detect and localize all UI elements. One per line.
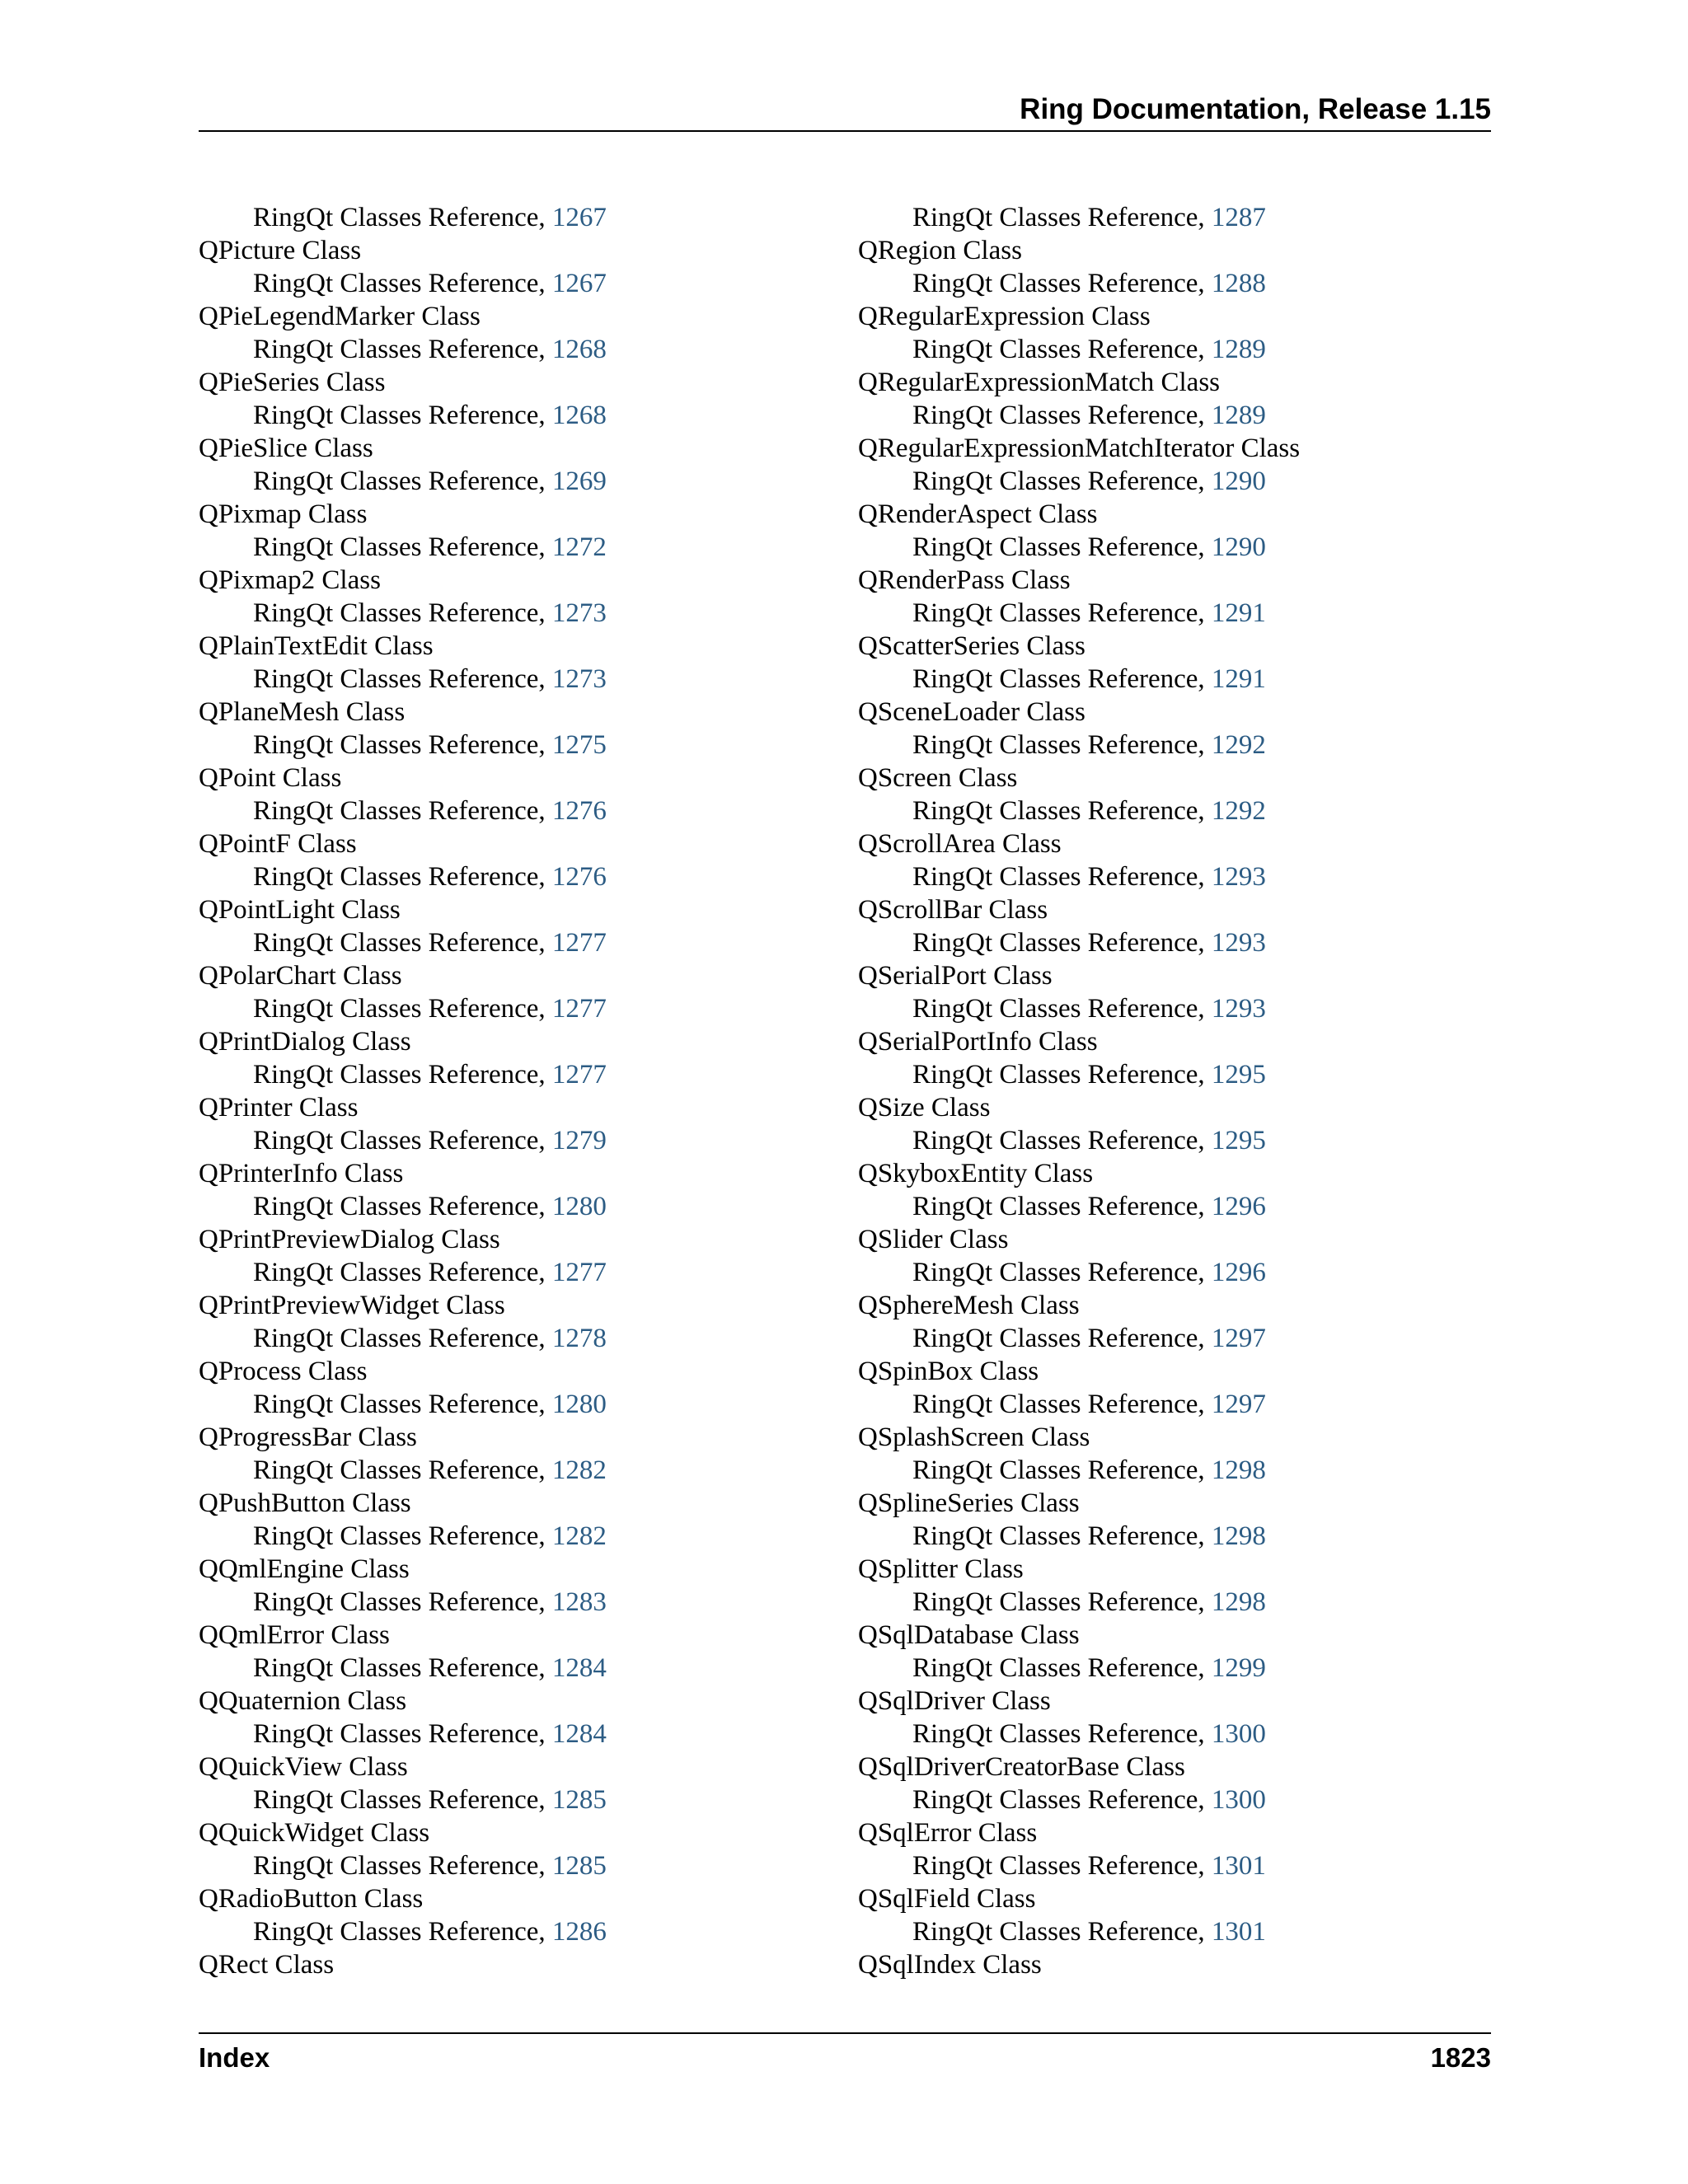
page-number-link[interactable]: 1277	[551, 1060, 607, 1090]
reference-label: RingQt Classes Reference,	[912, 1192, 1212, 1221]
index-entry: QRegularExpressionMatch Class	[858, 368, 1221, 397]
reference-label: RingQt Classes Reference,	[253, 1455, 552, 1485]
index-entry: QRect Class	[199, 1950, 335, 1980]
reference-label: RingQt Classes Reference,	[912, 1324, 1212, 1353]
index-entry: QPrintDialog Class	[199, 1027, 411, 1057]
index-reference	[199, 1256, 842, 1289]
index-entry: QPrintPreviewDialog Class	[199, 1225, 500, 1254]
index-reference	[858, 992, 1501, 1025]
index-reference	[199, 1849, 842, 1882]
page-number-link[interactable]: 1298	[1211, 1587, 1266, 1617]
reference-label: RingQt Classes Reference,	[253, 730, 552, 760]
reference-label: RingQt Classes Reference,	[912, 994, 1212, 1024]
page-number-link[interactable]: 1291	[1211, 664, 1266, 694]
reference-label: RingQt Classes Reference,	[912, 1060, 1212, 1090]
index-reference	[858, 1915, 1501, 1948]
index-reference	[858, 663, 1501, 696]
reference-label: RingQt Classes Reference,	[912, 730, 1212, 760]
index-reference	[858, 201, 1501, 234]
page-number-link[interactable]: 1295	[1211, 1060, 1266, 1090]
index-reference	[858, 860, 1501, 893]
reference-label: RingQt Classes Reference,	[912, 796, 1212, 826]
reference-label: RingQt Classes Reference,	[253, 796, 552, 826]
reference-label: RingQt Classes Reference,	[253, 203, 552, 232]
reference-label: RingQt Classes Reference,	[912, 269, 1212, 298]
index-reference	[199, 465, 842, 498]
index-entry: QQuaternion Class	[199, 1686, 407, 1716]
index-entry: QPointF Class	[199, 829, 357, 859]
reference-label: RingQt Classes Reference,	[912, 598, 1212, 628]
index-entry: QSphereMesh Class	[858, 1291, 1080, 1320]
index-entry: QProcess Class	[199, 1357, 368, 1386]
index-entry: QQmlError Class	[199, 1620, 390, 1650]
footer-rule	[199, 2032, 1491, 2034]
index-reference	[858, 1849, 1501, 1882]
page-number-link[interactable]: 1291	[1211, 598, 1266, 628]
index-entry: QQuickView Class	[199, 1752, 408, 1782]
index-reference	[199, 1124, 842, 1157]
page-number-link[interactable]: 1269	[551, 466, 607, 496]
reference-label: RingQt Classes Reference,	[253, 466, 552, 496]
index-entry: QRadioButton Class	[199, 1884, 424, 1914]
reference-label: RingQt Classes Reference,	[253, 1785, 552, 1815]
index-reference	[858, 1586, 1501, 1619]
index-reference	[199, 1915, 842, 1948]
index-entry: QPieSlice Class	[199, 434, 373, 463]
index-entry: QScrollArea Class	[858, 829, 1062, 859]
index-entry: QSqlDriverCreatorBase Class	[858, 1752, 1185, 1782]
index-entry: QSqlDriver Class	[858, 1686, 1051, 1716]
page-number-link[interactable]: 1282	[551, 1521, 607, 1551]
index-entry: QProgressBar Class	[199, 1422, 417, 1452]
index-reference	[199, 794, 842, 827]
page-number-link[interactable]: 1280	[551, 1192, 607, 1221]
reference-label: RingQt Classes Reference,	[912, 532, 1212, 562]
reference-label: RingQt Classes Reference,	[912, 466, 1212, 496]
page-number-link[interactable]: 1292	[1211, 796, 1266, 826]
index-entry: QPicture Class	[199, 236, 362, 265]
index-entry: QRegularExpression Class	[858, 302, 1151, 331]
index-entry: QRenderAspect Class	[858, 499, 1098, 529]
index-entry: QSize Class	[858, 1093, 991, 1122]
index-reference	[858, 1058, 1501, 1091]
page-number-link[interactable]: 1276	[551, 796, 607, 826]
page-number-link[interactable]: 1301	[1211, 1851, 1266, 1881]
page-number-link[interactable]: 1298	[1211, 1521, 1266, 1551]
index-entry: QSceneLoader Class	[858, 697, 1085, 727]
index-reference	[199, 1454, 842, 1487]
index-reference	[858, 1388, 1501, 1421]
page-number-link[interactable]: 1277	[551, 928, 607, 958]
reference-label: RingQt Classes Reference,	[912, 1521, 1212, 1551]
index-entry: QScrollBar Class	[858, 895, 1048, 925]
reference-label: RingQt Classes Reference,	[912, 335, 1212, 364]
reference-label: RingQt Classes Reference,	[912, 928, 1212, 958]
reference-label: RingQt Classes Reference,	[253, 994, 552, 1024]
index-entry: QSqlField Class	[858, 1884, 1036, 1914]
page-number-link[interactable]: 1267	[551, 269, 607, 298]
reference-label: RingQt Classes Reference,	[253, 664, 552, 694]
reference-label: RingQt Classes Reference,	[253, 1192, 552, 1221]
index-reference	[858, 1124, 1501, 1157]
index-entry: QSkyboxEntity Class	[858, 1159, 1094, 1188]
index-reference	[858, 1718, 1501, 1750]
index-reference	[199, 1520, 842, 1553]
index-entry: QQuickWidget Class	[199, 1818, 430, 1848]
page-number-link[interactable]: 1273	[551, 598, 607, 628]
page-number-link[interactable]: 1293	[1211, 994, 1266, 1024]
reference-label: RingQt Classes Reference,	[912, 1653, 1212, 1683]
footer-section-label: Index	[199, 2042, 270, 2073]
reference-label: RingQt Classes Reference,	[253, 1917, 552, 1947]
reference-label: RingQt Classes Reference,	[912, 401, 1212, 430]
reference-label: RingQt Classes Reference,	[253, 1258, 552, 1287]
index-entry: QScatterSeries Class	[858, 631, 1085, 661]
index-reference	[199, 399, 842, 432]
index-entry: QPrinterInfo Class	[199, 1159, 404, 1188]
reference-label: RingQt Classes Reference,	[912, 1719, 1212, 1749]
index-column-left	[199, 201, 842, 1981]
header-rule	[199, 130, 1491, 132]
index-entry: QPushButton Class	[199, 1488, 411, 1518]
index-reference	[199, 992, 842, 1025]
index-reference	[199, 1190, 842, 1223]
index-entry: QPlainTextEdit Class	[199, 631, 434, 661]
index-reference	[858, 926, 1501, 959]
index-entry: QPieSeries Class	[199, 368, 386, 397]
reference-label: RingQt Classes Reference,	[912, 203, 1212, 232]
index-reference	[858, 531, 1501, 564]
index-reference	[858, 1454, 1501, 1487]
index-entry: QPlaneMesh Class	[199, 697, 406, 727]
index-reference	[199, 267, 842, 300]
index-reference	[199, 860, 842, 893]
index-reference	[858, 267, 1501, 300]
index-reference	[858, 1190, 1501, 1223]
page-number-link[interactable]: 1267	[551, 203, 607, 232]
page-number-link[interactable]: 1276	[551, 862, 607, 892]
running-header: Ring Documentation, Release 1.15	[1020, 93, 1491, 125]
reference-label: RingQt Classes Reference,	[912, 1851, 1212, 1881]
reference-label: RingQt Classes Reference,	[253, 598, 552, 628]
index-entry: QPixmap2 Class	[199, 565, 381, 595]
index-reference	[858, 1322, 1501, 1355]
reference-label: RingQt Classes Reference,	[253, 1851, 552, 1881]
index-entry: QRenderPass Class	[858, 565, 1071, 595]
index-reference	[199, 333, 842, 366]
reference-label: RingQt Classes Reference,	[253, 1126, 552, 1155]
reference-label: RingQt Classes Reference,	[912, 664, 1212, 694]
index-entry: QPixmap Class	[199, 499, 368, 529]
reference-label: RingQt Classes Reference,	[253, 862, 552, 892]
reference-label: RingQt Classes Reference,	[253, 532, 552, 562]
index-entry: QPointLight Class	[199, 895, 401, 925]
reference-label: RingQt Classes Reference,	[912, 1587, 1212, 1617]
reference-label: RingQt Classes Reference,	[912, 1390, 1212, 1419]
page-number-link[interactable]: 1278	[551, 1324, 607, 1353]
index-entry: QSlider Class	[858, 1225, 1009, 1254]
index-entry: QSqlDatabase Class	[858, 1620, 1080, 1650]
page-number-link[interactable]: 1296	[1211, 1258, 1266, 1287]
index-reference	[858, 1652, 1501, 1685]
index-entry: QSerialPortInfo Class	[858, 1027, 1098, 1057]
reference-label: RingQt Classes Reference,	[253, 1324, 552, 1353]
index-reference	[858, 399, 1501, 432]
page-number-link[interactable]: 1290	[1211, 466, 1266, 496]
index-reference	[199, 1586, 842, 1619]
page-number-link[interactable]: 1296	[1211, 1192, 1266, 1221]
index-reference	[199, 1058, 842, 1091]
page-number-link[interactable]: 1268	[551, 401, 607, 430]
reference-label: RingQt Classes Reference,	[253, 335, 552, 364]
index-reference	[199, 926, 842, 959]
page-number-link[interactable]: 1292	[1211, 730, 1266, 760]
reference-label: RingQt Classes Reference,	[912, 1785, 1212, 1815]
page-number-link[interactable]: 1277	[551, 994, 607, 1024]
index-reference	[199, 597, 842, 630]
index-reference	[199, 1718, 842, 1750]
index-entry: QSerialPort Class	[858, 961, 1053, 991]
page-number-link[interactable]: 1297	[1211, 1390, 1266, 1419]
index-reference	[199, 1388, 842, 1421]
index-reference	[199, 729, 842, 762]
page-number-link[interactable]: 1280	[551, 1390, 607, 1419]
index-entry: QPrinter Class	[199, 1093, 359, 1122]
page-number-link[interactable]: 1289	[1211, 401, 1266, 430]
reference-label: RingQt Classes Reference,	[253, 1587, 552, 1617]
page-number-link[interactable]: 1300	[1211, 1719, 1266, 1749]
index-entry: QPrintPreviewWidget Class	[199, 1291, 505, 1320]
page-number-link[interactable]: 1284	[551, 1653, 607, 1683]
index-entry: QPieLegendMarker Class	[199, 302, 481, 331]
page-number-link[interactable]: 1279	[551, 1126, 607, 1155]
index-reference	[858, 729, 1501, 762]
reference-label: RingQt Classes Reference,	[253, 1521, 552, 1551]
page-number-link[interactable]: 1301	[1211, 1917, 1266, 1947]
reference-label: RingQt Classes Reference,	[253, 269, 552, 298]
page-number-link[interactable]: 1283	[551, 1587, 607, 1617]
reference-label: RingQt Classes Reference,	[912, 1126, 1212, 1155]
index-reference	[199, 1322, 842, 1355]
reference-label: RingQt Classes Reference,	[253, 1653, 552, 1683]
index-reference	[199, 1652, 842, 1685]
reference-label: RingQt Classes Reference,	[912, 862, 1212, 892]
page-number-link[interactable]: 1268	[551, 335, 607, 364]
index-reference	[858, 597, 1501, 630]
page-number-link[interactable]: 1275	[551, 730, 607, 760]
page-number-link[interactable]: 1289	[1211, 335, 1266, 364]
index-entry: QQmlEngine Class	[199, 1554, 410, 1584]
index-entry: QPoint Class	[199, 763, 342, 793]
index-entry: QSpinBox Class	[858, 1357, 1039, 1386]
index-reference	[199, 663, 842, 696]
page-number-link[interactable]: 1295	[1211, 1126, 1266, 1155]
reference-label: RingQt Classes Reference,	[253, 401, 552, 430]
page-number-link[interactable]: 1298	[1211, 1455, 1266, 1485]
reference-label: RingQt Classes Reference,	[912, 1917, 1212, 1947]
index-entry: QSqlError Class	[858, 1818, 1038, 1848]
page-number-link[interactable]: 1273	[551, 664, 607, 694]
page-number-link[interactable]: 1293	[1211, 862, 1266, 892]
index-entry: QSqlIndex Class	[858, 1950, 1042, 1980]
index-reference	[199, 531, 842, 564]
footer-page-number: 1823	[1430, 2042, 1491, 2073]
index-entry: QRegularExpressionMatchIterator Class	[858, 434, 1301, 463]
page-number-link[interactable]: 1300	[1211, 1785, 1266, 1815]
index-entry: QSplineSeries Class	[858, 1488, 1080, 1518]
index-reference	[858, 1783, 1501, 1816]
index-reference	[199, 201, 842, 234]
page-number-link[interactable]: 1285	[551, 1785, 607, 1815]
page-number-link[interactable]: 1288	[1211, 269, 1266, 298]
index-entry: QPolarChart Class	[199, 961, 402, 991]
index-reference	[858, 794, 1501, 827]
index-reference	[199, 1783, 842, 1816]
reference-label: RingQt Classes Reference,	[253, 928, 552, 958]
page-number-link[interactable]: 1297	[1211, 1324, 1266, 1353]
index-column-right	[858, 201, 1501, 1981]
reference-label: RingQt Classes Reference,	[253, 1060, 552, 1090]
page-number-link[interactable]: 1299	[1211, 1653, 1266, 1683]
page-number-link[interactable]: 1287	[1211, 203, 1266, 232]
reference-label: RingQt Classes Reference,	[253, 1390, 552, 1419]
reference-label: RingQt Classes Reference,	[912, 1455, 1212, 1485]
index-reference	[858, 465, 1501, 498]
reference-label: RingQt Classes Reference,	[912, 1258, 1212, 1287]
page-number-link[interactable]: 1272	[551, 532, 607, 562]
page-number-link[interactable]: 1285	[551, 1851, 607, 1881]
index-entry: QRegion Class	[858, 236, 1022, 265]
index-reference	[858, 333, 1501, 366]
index-entry: QSplashScreen Class	[858, 1422, 1090, 1452]
page-number-link[interactable]: 1293	[1211, 928, 1266, 958]
page-number-link[interactable]: 1290	[1211, 532, 1266, 562]
page-number-link[interactable]: 1282	[551, 1455, 607, 1485]
index-reference	[858, 1520, 1501, 1553]
reference-label: RingQt Classes Reference,	[253, 1719, 552, 1749]
page-number-link[interactable]: 1286	[551, 1917, 607, 1947]
index-reference	[858, 1256, 1501, 1289]
page-number-link[interactable]: 1277	[551, 1258, 607, 1287]
page-number-link[interactable]: 1284	[551, 1719, 607, 1749]
index-entry: QSplitter Class	[858, 1554, 1024, 1584]
index-entry: QScreen Class	[858, 763, 1018, 793]
